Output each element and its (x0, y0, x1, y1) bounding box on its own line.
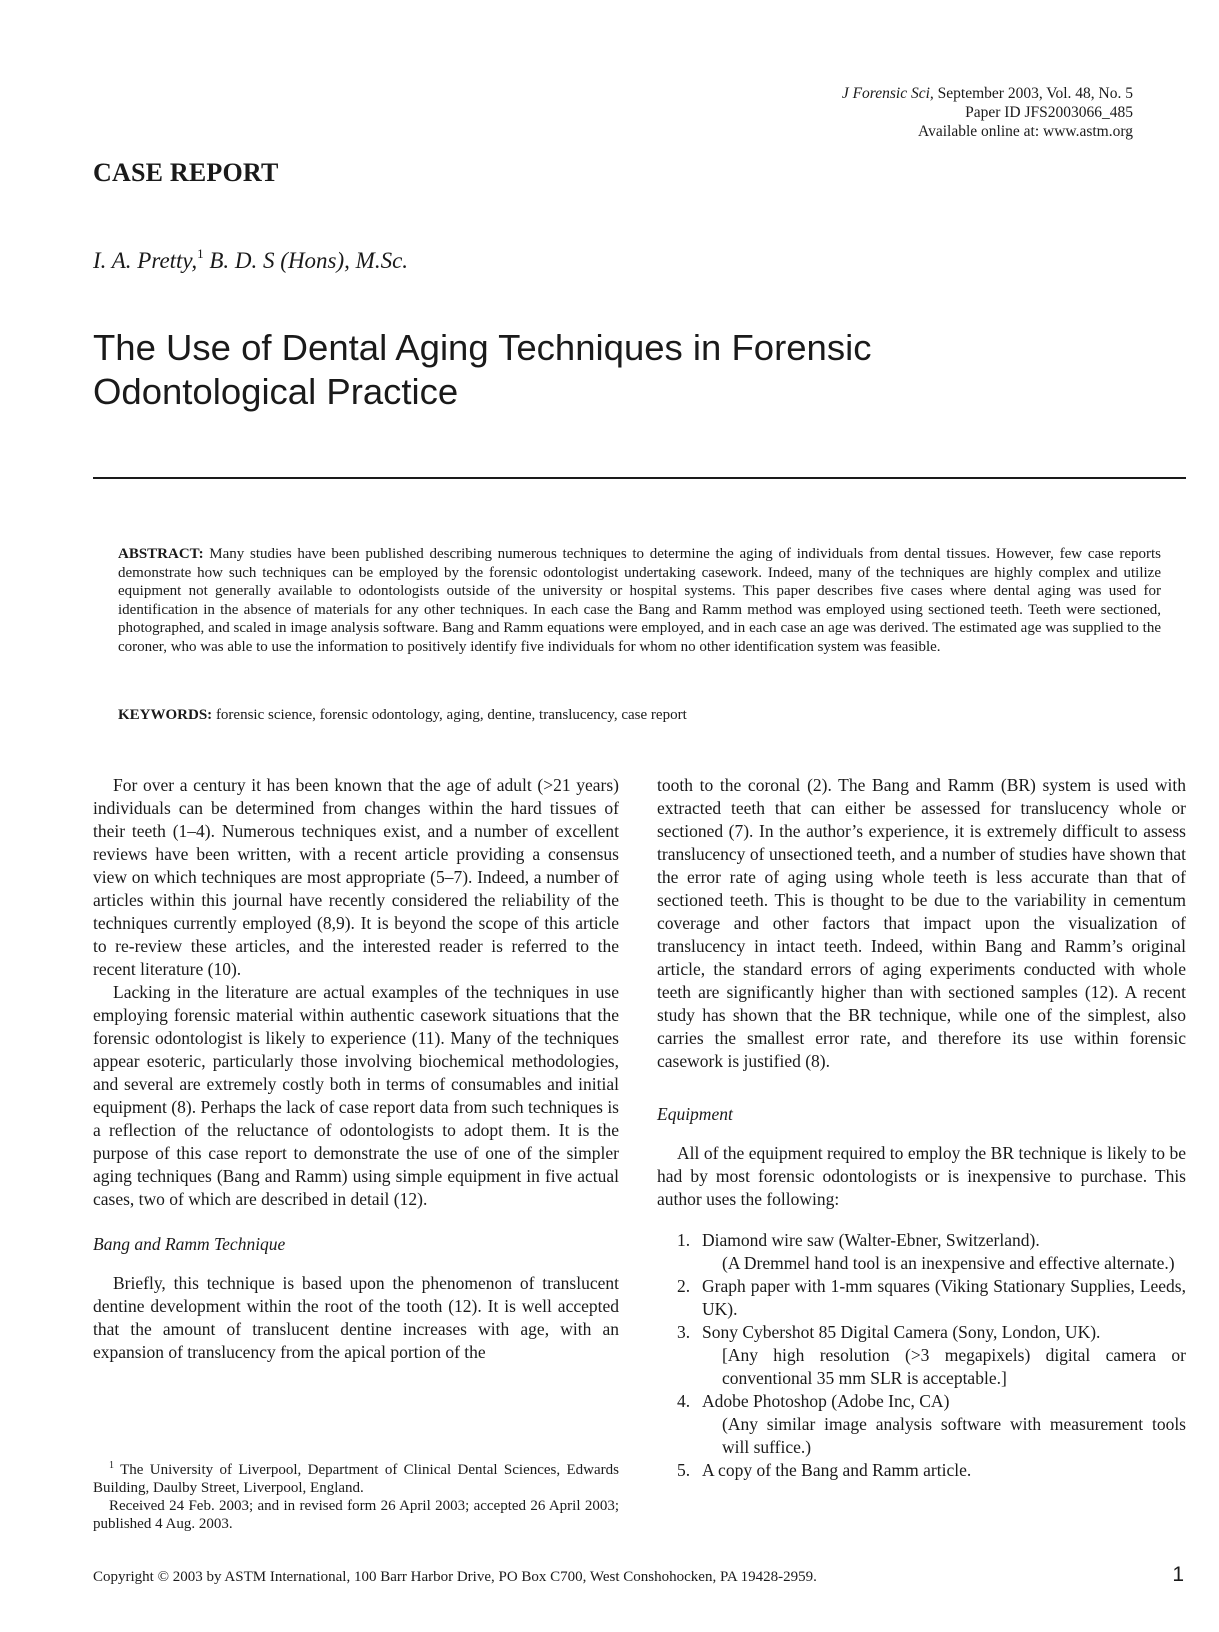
abstract (118, 545, 1161, 657)
equipment-item: Graph paper with 1-mm squares (Viking Stationary Supplies, Leeds, UK). (702, 1276, 1186, 1319)
abstract-label: ABSTRACT: (118, 546, 204, 562)
journal-citation (842, 84, 1133, 103)
footnotes (93, 1461, 619, 1533)
author-line (93, 248, 408, 274)
right-column (657, 774, 1186, 1482)
equipment-list (657, 1229, 1186, 1482)
body-paragraph: For over a century it has been known that the age of adult (>21 years) individuals can be determined from changes within the hard tissues of their teeth (1–4). Numerous techniques exist, and a number of excellent reviews have been written, with a recent article providing a consensus view on which techniques are most appropriate (5–7). Indeed, a number of articles within this journal have recently considered the reliability of the techniques currently employed (8,9). It is beyond the scope of this article to re-review these articles, and the interested reader is referred to the recent literature (10). (93, 775, 619, 979)
availability-note: Available online at: www.astm.org (918, 123, 1133, 140)
keywords-text: forensic science, forensic odontology, aging, dentine, translucency, case report (212, 707, 687, 723)
paper-title: The Use of Dental Aging Techniques in Forensic Odontological Practice (93, 327, 872, 412)
body-paragraph: Briefly, this technique is based upon the phenomenon of translucent dentine development within the root of the tooth (12). It is well accepted that the amount of translucent dentine increases with age, with an expansion of translucency from the apical portion of the (93, 1273, 619, 1362)
section-heading: Bang and Ramm Technique (93, 1234, 286, 1254)
list-item (657, 1275, 1186, 1321)
journal-name: J Forensic Sci, (841, 85, 934, 102)
copyright-line: Copyright © 2003 by ASTM International, 100 Barr Harbor Drive, PO Box C700, West Conshohocken, PA 19428-2959. (93, 1569, 817, 1585)
received-dates: Received 24 Feb. 2003; and in revised form 26 April 2003; accepted 26 April 2003; published 4 Aug. 2003. (93, 1498, 619, 1532)
title-divider (93, 477, 1186, 479)
body-paragraph: All of the equipment required to employ the BR technique is likely to be had by most forensic odontologists or is inexpensive to purchase. This author uses the following: (657, 1143, 1186, 1209)
abstract-text: Many studies have been published describing numerous techniques to determine the aging of individuals from dental tissues. However, few case reports demonstrate how such techniques can be employed by the forensic odontologist undertaking casework. Indeed, many of the techniques are highly complex and utilize equipment not generally available to odontologists outside of the university or hospital systems. This paper describes five cases where dental aging was used for identification in the absence of materials for any other techniques. In each case the Bang and Ramm method was employed using sectioned teeth. Teeth were sectioned, photographed, and scaled in image analysis software. Bang and Ramm equations were employed, and in each case an age was derived. The estimated age was supplied to the coroner, who was able to use the information to positively identify five individuals for whom no other identification system was feasible. (118, 546, 1161, 655)
list-item (657, 1229, 1186, 1275)
journal-header (842, 84, 1133, 141)
list-number: 1. (677, 1230, 691, 1250)
paper-id: Paper ID JFS2003066_485 (965, 104, 1133, 121)
page-number: 1 (1172, 1563, 1184, 1586)
footnote-mark: 1 (109, 1460, 114, 1471)
article-type: CASE REPORT (93, 158, 279, 187)
list-number: 4. (677, 1391, 691, 1411)
affiliation-text: The University of Liverpool, Department of Clinical Dental Sciences, Edwards Building, Daulby Street, Liverpool, England. (93, 1462, 619, 1496)
list-item (657, 1321, 1186, 1390)
keywords-label: KEYWORDS: (118, 707, 213, 723)
equipment-item: A copy of the Bang and Ramm article. (702, 1460, 972, 1480)
body-paragraph: Lacking in the literature are actual examples of the techniques in use employing forensic material within authentic casework situations that the forensic odontologist is likely to experience (11). Many of the techniques appear esoteric, particularly those involving biochemical methodologies, and several are extremely costly both in terms of consumables and initial equipment (8). Perhaps the lack of case report data from such techniques is a reflection of the reluctance of odontologists to adopt them. It is the purpose of this case report to demonstrate the use of one of the simpler aging techniques (Bang and Ramm) using simple equipment in five actual cases, two of which are described in detail (12). (93, 982, 619, 1209)
equipment-note: (Any similar image analysis software with measurement tools will suffice.) (722, 1414, 1186, 1457)
left-column (93, 774, 619, 1364)
affiliation-mark: 1 (197, 246, 204, 261)
equipment-note: (A Dremmel hand tool is an inexpensive and effective alternate.) (722, 1253, 1175, 1273)
list-number: 3. (677, 1322, 691, 1342)
journal-issue: September 2003, Vol. 48, No. 5 (933, 85, 1133, 102)
author-name: I. A. Pretty, (93, 248, 198, 273)
list-item (657, 1459, 1186, 1482)
affiliation-footnote (93, 1461, 619, 1497)
equipment-item: Diamond wire saw (Walter-Ebner, Switzerland). (702, 1230, 1040, 1250)
list-number: 5. (677, 1460, 691, 1480)
equipment-note: [Any high resolution (>3 megapixels) digital camera or conventional 35 mm SLR is acceptable.] (722, 1345, 1186, 1388)
body-paragraph: tooth to the coronal (2). The Bang and Ramm (BR) system is used with extracted teeth that can either be assessed for translucency whole or sectioned (7). In the author’s experience, it is extremely difficult to assess translucency of unsectioned teeth, and a number of studies have shown that the error rate of aging using whole teeth is less accurate than that of sectioned teeth. This is thought to be due to the variability in cementum coverage and other factors that impact upon the visualization of translucency in intact teeth. Indeed, within Bang and Ramm’s original article, the standard errors of aging experiments conducted with whole teeth are significantly higher than with sectioned samples (12). A recent study has shown that the BR technique, while one of the simplest, also carries the smallest error rate, and therefore its use within forensic casework is justified (8). (657, 775, 1186, 1071)
section-heading: Equipment (657, 1104, 733, 1124)
keywords (118, 706, 1161, 725)
list-item (657, 1390, 1186, 1459)
equipment-item: Sony Cybershot 85 Digital Camera (Sony, London, UK). (702, 1322, 1101, 1342)
list-number: 2. (677, 1276, 691, 1296)
equipment-item: Adobe Photoshop (Adobe Inc, CA) (702, 1391, 950, 1411)
author-degrees: B. D. S (Hons), M.Sc. (203, 248, 409, 273)
